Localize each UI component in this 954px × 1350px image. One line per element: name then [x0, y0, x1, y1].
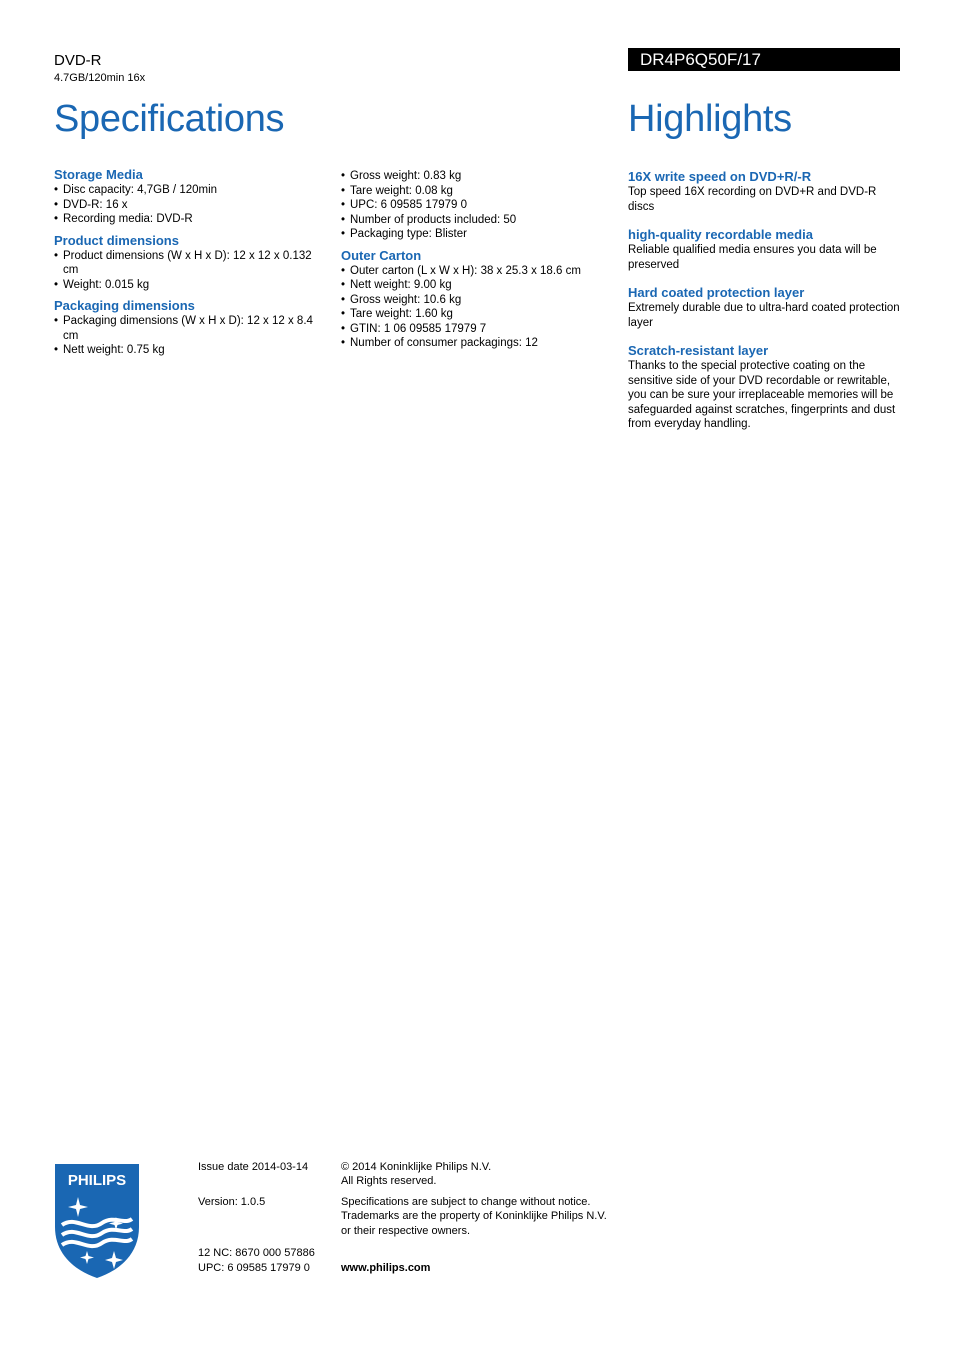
nc-number: 12 NC: 8670 000 57886	[198, 1247, 315, 1259]
highlight-text: Reliable qualified media ensures you data will be preserved	[628, 244, 877, 271]
notice-line-2: Trademarks are the property of Koninklijke Philips N.V.	[341, 1210, 607, 1222]
section-heading: Packaging dimensions	[54, 298, 195, 313]
specs-column-1	[54, 167, 324, 358]
spec-section-storage-media	[54, 167, 324, 227]
spec-section-outer-carton	[341, 248, 611, 351]
notice-line-1: Specifications are subject to change without notice.	[341, 1196, 591, 1208]
specs-column-2	[341, 169, 611, 351]
spec-item: • Packaging dimensions (W x H x D): 12 x 12 x 8.4 cm	[54, 314, 324, 343]
spec-section-packaging-dimensions	[54, 298, 324, 358]
highlight-heading: Scratch-resistant layer	[628, 343, 769, 358]
spec-item: • Nett weight: 0.75 kg	[54, 343, 324, 358]
product-name: DVD-R	[54, 52, 102, 69]
spec-item: • Gross weight: 10.6 kg	[341, 293, 611, 308]
issue-date: Issue date 2014-03-14	[198, 1161, 309, 1173]
spec-item: • Tare weight: 0.08 kg	[341, 184, 611, 199]
spec-section-product-dimensions	[54, 233, 324, 293]
section-heading: Product dimensions	[54, 232, 179, 248]
spec-item: • Packaging type: Blister	[341, 227, 611, 242]
highlight-text: Extremely durable due to ultra-hard coated protection layer	[628, 302, 900, 329]
highlight-hard-coated	[628, 285, 900, 330]
logo-wordmark: PHILIPS	[67, 1172, 127, 1189]
highlight-quality-media	[628, 227, 900, 272]
product-subtitle: 4.7GB/120min 16x	[54, 72, 146, 84]
spec-item: • Outer carton (L x W x H): 38 x 25.3 x 18.6 cm	[341, 264, 611, 279]
packaging-continued-list	[341, 169, 611, 242]
highlight-heading: Hard coated protection layer	[628, 285, 805, 300]
section-heading: Storage Media	[54, 167, 143, 182]
spec-item: • Number of consumer packagings: 12	[341, 336, 611, 351]
spec-item: • Gross weight: 0.83 kg	[341, 169, 611, 184]
highlight-heading: high-quality recordable media	[628, 227, 813, 242]
highlight-heading: 16X write speed on DVD+R/-R	[628, 169, 812, 184]
spec-item: • Nett weight: 9.00 kg	[341, 278, 611, 293]
spec-item: • Recording media: DVD-R	[54, 212, 324, 227]
highlights-title: Highlights	[628, 98, 792, 140]
spec-item: • Product dimensions (W x H x D): 12 x 12 x 0.132 cm	[54, 249, 324, 278]
rights-line: All Rights reserved.	[341, 1175, 437, 1187]
highlight-write-speed	[628, 169, 900, 214]
spec-item: • DVD-R: 16 x	[54, 198, 324, 213]
spec-item: • Number of products included: 50	[341, 213, 611, 228]
section-heading: Outer Carton	[341, 247, 422, 263]
website-link[interactable]: www.philips.com	[341, 1262, 431, 1274]
philips-shield-logo	[54, 1163, 140, 1279]
model-number-box: DR4P6Q50F/17	[628, 48, 900, 71]
spec-item: • Tare weight: 1.60 kg	[341, 307, 611, 322]
highlight-text: Top speed 16X recording on DVD+R and DVD-R discs	[628, 186, 877, 213]
notice-line-3: or their respective owners.	[341, 1225, 470, 1237]
spec-item: • UPC: 6 09585 17979 0	[341, 198, 611, 213]
upc-number: UPC: 6 09585 17979 0	[198, 1262, 310, 1274]
highlights-column	[628, 169, 900, 432]
highlight-scratch-resistant	[628, 343, 900, 432]
copyright-line: © 2014 Koninklijke Philips N.V.	[341, 1161, 492, 1173]
specifications-title: Specifications	[54, 98, 285, 140]
spec-item: • GTIN: 1 06 09585 17979 7	[341, 322, 611, 337]
spec-item: • Disc capacity: 4,7GB / 120min	[54, 183, 324, 198]
version: Version: 1.0.5	[198, 1196, 266, 1208]
spec-item: • Weight: 0.015 kg	[54, 278, 324, 293]
highlight-text: Thanks to the special protective coating on the sensitive side of your DVD recordable or rewritable, you can be sure your irreplaceable memories will be safeguarded against scratches, fingerprints and dust from everyday handling.	[628, 360, 896, 430]
